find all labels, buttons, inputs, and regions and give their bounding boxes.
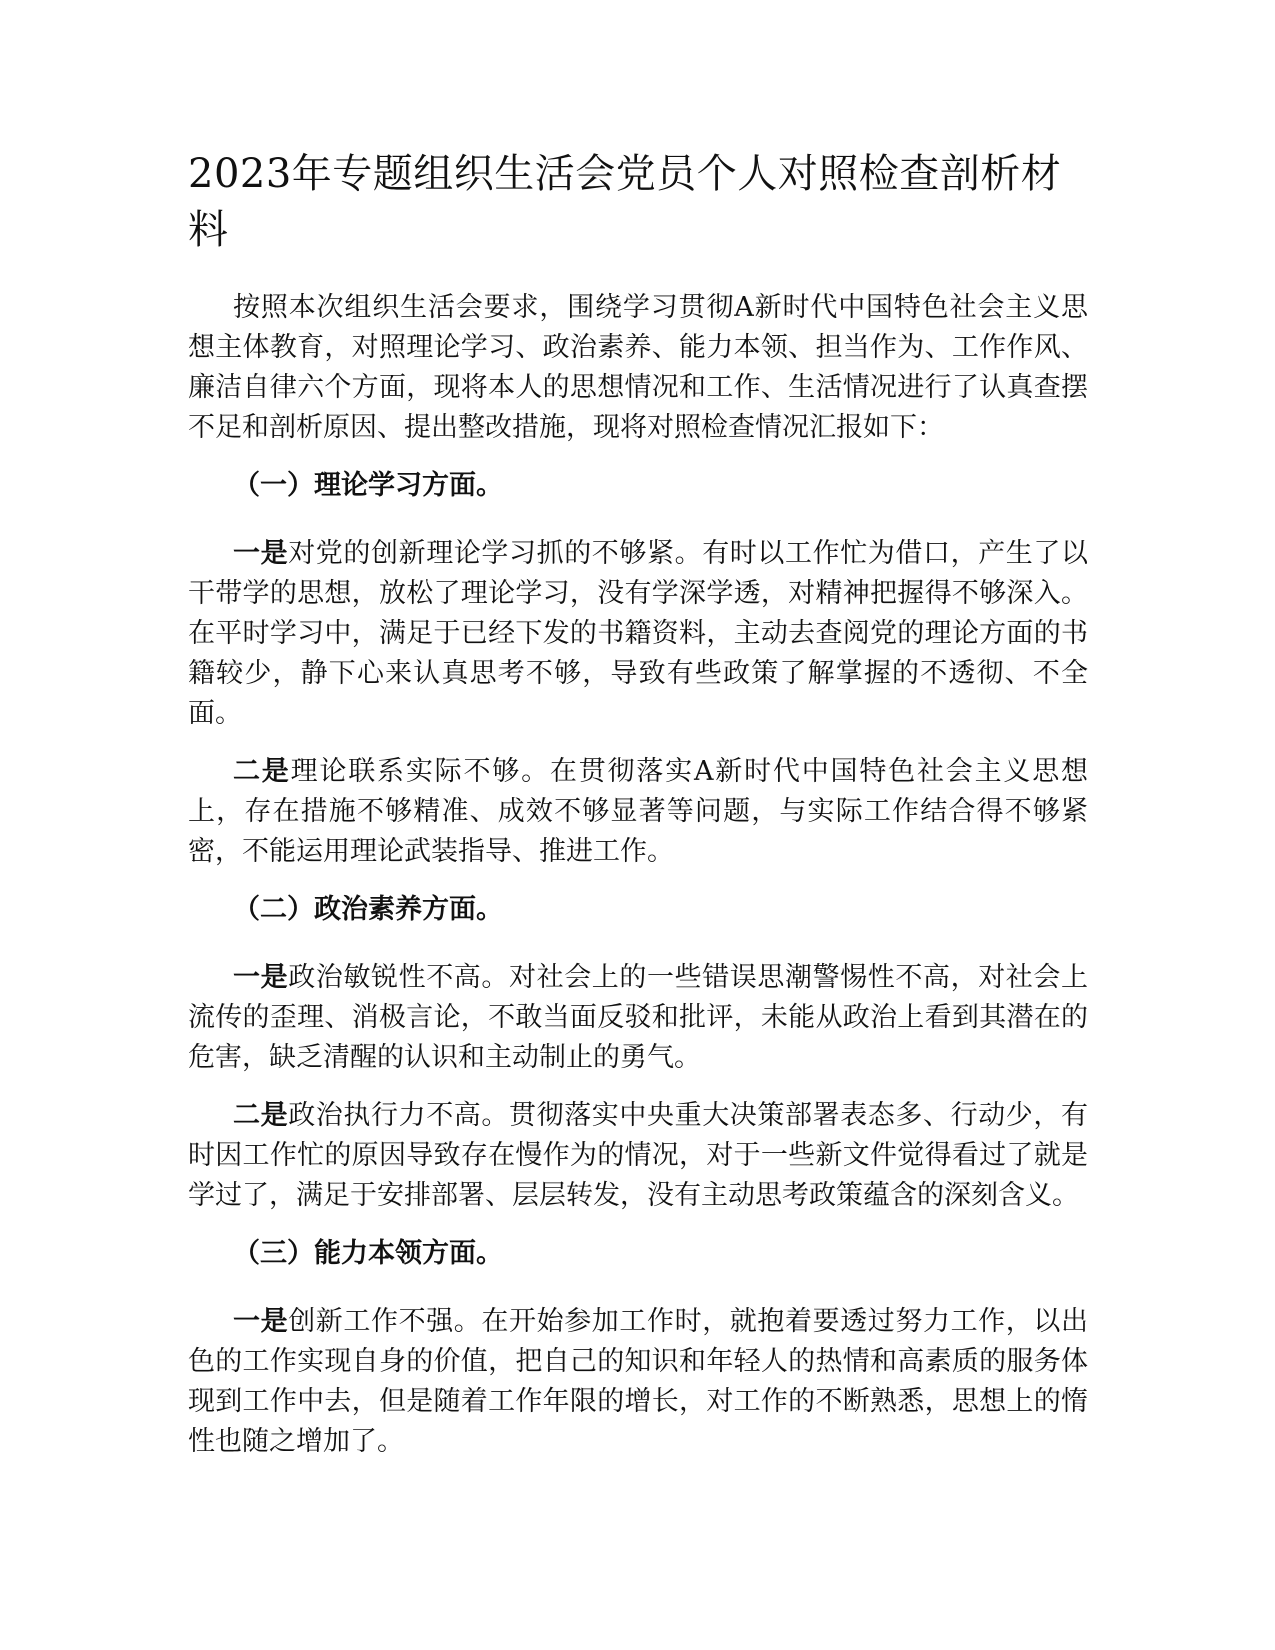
item-text: 政治敏锐性不高。对社会上的一些错误思潮警惕性不高，对社会上流传的歪理、消极言论，不敢当面反驳和批评，未能从政治上看到其潜在的危害，缺乏清醒的认识和主动制止的勇气。 bbox=[188, 962, 1089, 1073]
section-item bbox=[188, 958, 1088, 1078]
item-text: 理论联系实际不够。在贯彻落实A新时代中国特色社会主义思想上，存在措施不够精准、成效不够显著等问题，与实际工作结合得不够紧密，不能运用理论武装指导、推进工作。 bbox=[188, 756, 1089, 867]
section-heading: （一）理论学习方面。 bbox=[233, 470, 503, 501]
section-theory-study bbox=[188, 466, 1088, 872]
item-text: 政治执行力不高。贯彻落实中央重大决策部署表态多、行动少，有时因工作忙的原因导致存在慢作为的情况，对于一些新文件觉得看过了就是学过了，满足于安排部署、层层转发，没有主动思考政策蕴含的深刻含义。 bbox=[188, 1100, 1089, 1211]
section-item bbox=[188, 534, 1088, 734]
document-title: 2023年专题组织生活会党员个人对照检查剖析材料 bbox=[188, 151, 1062, 253]
item-lead: 二是 bbox=[233, 756, 291, 787]
section-political-quality bbox=[188, 890, 1088, 1216]
section-ability bbox=[188, 1234, 1088, 1462]
item-lead: 一是 bbox=[233, 962, 289, 993]
section-item bbox=[188, 1096, 1088, 1216]
section-heading: （二）政治素养方面。 bbox=[233, 894, 503, 925]
item-lead: 一是 bbox=[233, 1306, 289, 1337]
intro-paragraph: 按照本次组织生活会要求，围绕学习贯彻A新时代中国特色社会主义思想主体教育，对照理论学习、政治素养、能力本领、担当作为、工作作风、廉洁自律六个方面，现将本人的思想情况和工作、生活情况进行了认真查摆不足和剖析原因、提出整改措施，现将对照检查情况汇报如下： bbox=[188, 292, 1088, 443]
document-page bbox=[188, 146, 1088, 1480]
section-item bbox=[188, 752, 1088, 872]
item-lead: 二是 bbox=[233, 1100, 289, 1131]
item-text: 创新工作不强。在开始参加工作时，就抱着要透过努力工作，以出色的工作实现自身的价值，把自己的知识和年轻人的热情和高素质的服务体现到工作中去，但是随着工作年限的增长，对工作的不断熟悉，思想上的惰性也随之增加了。 bbox=[188, 1306, 1089, 1457]
section-heading: （三）能力本领方面。 bbox=[233, 1238, 503, 1269]
item-text: 对党的创新理论学习抓的不够紧。有时以工作忙为借口，产生了以干带学的思想，放松了理论学习，没有学深学透，对精神把握得不够深入。在平时学习中，满足于已经下发的书籍资料，主动去查阅党的理论方面的书籍较少，静下心来认真思考不够，导致有些政策了解掌握的不透彻、不全面。 bbox=[188, 538, 1089, 729]
section-item bbox=[188, 1302, 1088, 1462]
item-lead: 一是 bbox=[233, 538, 289, 569]
